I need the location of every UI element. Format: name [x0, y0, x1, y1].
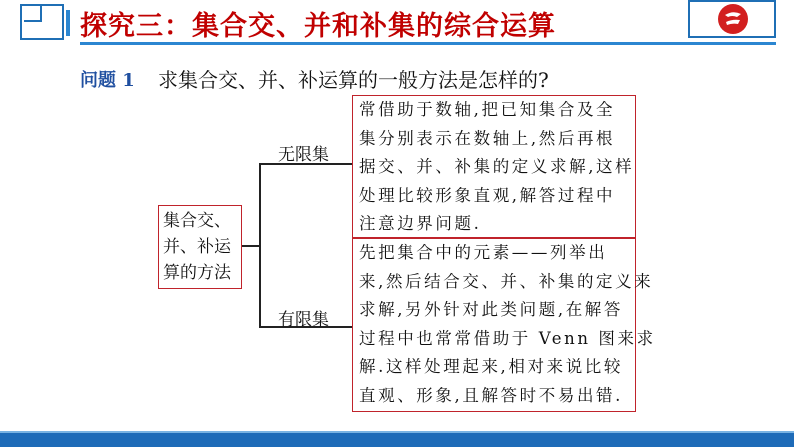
- branch-label-finite-set: 有限集: [278, 310, 329, 330]
- connector-stem: [242, 245, 260, 247]
- header-accent-bar: [66, 10, 70, 36]
- method-line: 处理比较形象直观,解答过程中: [359, 185, 616, 205]
- method-line: 先把集合中的元素——列举出: [359, 243, 608, 262]
- branch-label-infinite-set: 无限集: [278, 145, 329, 165]
- root-line: 集合交、: [163, 211, 231, 231]
- method-line: 直观、形象,且解答时不易出错.: [359, 385, 623, 405]
- root-concept-box: [158, 205, 242, 289]
- method-line: 集分别表示在数轴上,然后再根: [359, 128, 616, 148]
- connector-vertical: [259, 163, 261, 327]
- header-underline: [80, 42, 776, 45]
- logo-icon: [718, 4, 748, 34]
- method-line: 常借助于数轴,把已知集合及全: [359, 100, 616, 119]
- question-text: 求集合交、并、补运算的一般方法是怎样的?: [158, 68, 549, 92]
- red-swoosh-logo-icon: [718, 4, 748, 34]
- method-line: 来,然后结合交、并、补集的定义来: [359, 271, 654, 291]
- method-line: 注意边界问题.: [359, 214, 482, 234]
- method-line: 过程中也常常借助于 Venn 图来求: [359, 328, 656, 348]
- page-title: 探究三：集合交、并和补集的综合运算: [80, 11, 556, 42]
- method-line: 据交、并、补集的定义求解,这样: [359, 157, 635, 177]
- finite-set-method-box: [352, 238, 656, 412]
- root-line: 算的方法: [163, 263, 231, 283]
- footer-bar: [0, 433, 794, 447]
- method-line: 解.这样处理起来,相对来说比较: [359, 357, 623, 377]
- root-line: 并、补运: [163, 237, 231, 257]
- header-corner-decoration: [24, 4, 42, 22]
- method-line: 求解,另外针对此类问题,在解答: [359, 300, 623, 320]
- question-label: 问题 1: [80, 70, 135, 91]
- infinite-set-method-box: [352, 95, 636, 238]
